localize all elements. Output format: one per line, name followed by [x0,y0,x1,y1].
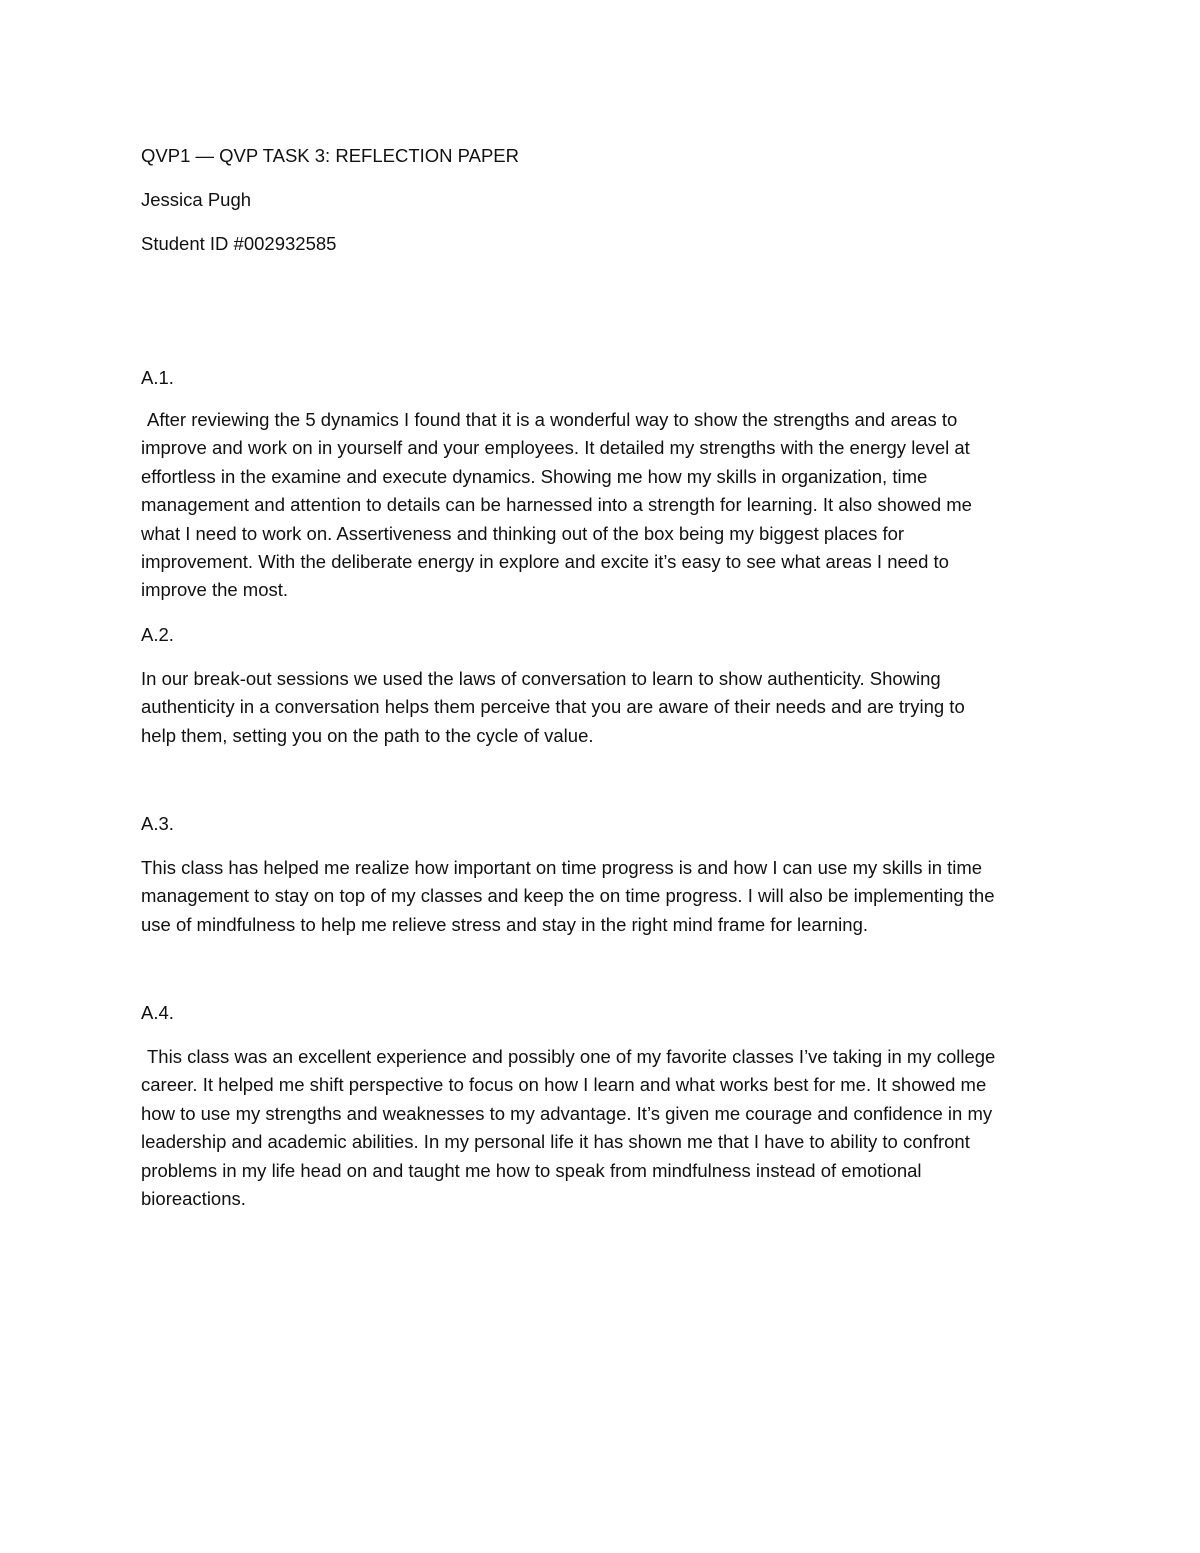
section-heading-a3: A.3. [141,813,174,834]
section-body-a2 [141,665,1061,750]
paragraph-line: After reviewing the 5 dynamics I found that it is a wonderful way to show the strengths and areas to [147,409,958,430]
author-name: Jessica Pugh [141,189,252,210]
section-heading-a2: A.2. [141,624,174,645]
paragraph-line: improve and work on in yourself and your employees. It detailed my strengths with the energy level at [141,437,970,459]
student-id: Student ID #002932585 [141,233,337,254]
paragraph-line: management to stay on top of my classes and keep the on time progress. I will also be implementing the [141,885,995,907]
paragraph-line: what I need to work on. Assertiveness and thinking out of the box being my biggest places for [141,522,905,544]
paragraph-line: improve the most. [141,579,289,601]
paragraph-line: authenticity in a conversation helps them perceive that you are aware of their needs and are trying to [141,696,965,718]
paragraph-line: problems in my life head on and taught me how to speak from mindfulness instead of emotional [141,1159,922,1181]
paragraph-line: use of mindfulness to help me relieve stress and stay in the right mind frame for learning. [141,913,868,935]
section-body-a4 [141,1043,1061,1213]
paragraph-line: management and attention to details can be harnessed into a strength for learning. It also showed me [141,494,972,516]
paragraph-line: bioreactions. [141,1188,246,1210]
paragraph-line: improvement. With the deliberate energy in explore and excite it’s easy to see what areas I need to [141,551,949,573]
document-title: QVP1 — QVP TASK 3: REFLECTION PAPER [141,145,519,166]
section-body-a3 [141,854,1061,939]
paragraph-line: career. It helped me shift perspective to focus on how I learn and what works best for me. It showed me [141,1074,987,1096]
section-heading-a1: A.1. [141,367,174,388]
paragraph-line: help them, setting you on the path to the cycle of value. [141,724,594,746]
section-body-a1 [141,406,1061,605]
paragraph-line: In our break-out sessions we used the laws of conversation to learn to show authenticity. Showing [141,668,941,689]
section-heading-a4: A.4. [141,1002,174,1023]
paragraph-line: how to use my strengths and weaknesses to my advantage. It’s given me courage and confidence in my [141,1102,993,1124]
paragraph-line: effortless in the examine and execute dynamics. Showing me how my skills in organization, time [141,465,928,487]
paragraph-line: leadership and academic abilities. In my personal life it has shown me that I have to ability to confront [141,1131,970,1153]
paragraph-line: This class has helped me realize how important on time progress is and how I can use my skills in time [141,857,983,878]
paragraph-line: This class was an excellent experience and possibly one of my favorite classes I’ve taking in my college [147,1046,996,1067]
